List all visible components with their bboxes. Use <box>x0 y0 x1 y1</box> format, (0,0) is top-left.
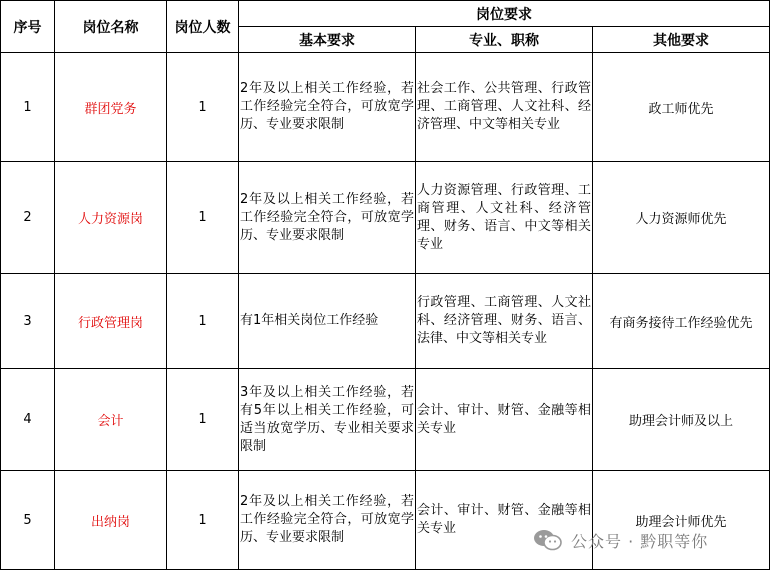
table-row <box>1 162 770 274</box>
header-other-requirements: 其他要求 <box>593 27 770 53</box>
row-basic-requirements: 有1年相关岗位工作经验 <box>239 274 416 369</box>
row-other-requirements: 政工师优先 <box>593 53 770 162</box>
header-job-count: 岗位人数 <box>167 1 239 53</box>
row-job-count: 1 <box>167 369 239 471</box>
row-other-requirements: 有商务接待工作经验优先 <box>593 274 770 369</box>
table-row <box>1 369 770 471</box>
row-seq: 4 <box>1 369 55 471</box>
row-other-requirements: 助理会计师优先 <box>593 471 770 570</box>
table-row <box>1 471 770 570</box>
row-job-count: 1 <box>167 274 239 369</box>
table-row <box>1 53 770 162</box>
row-job-count: 1 <box>167 471 239 570</box>
row-basic-requirements: 2年及以上相关工作经验，若工作经验完全符合，可放宽学历、专业要求限制 <box>239 471 416 570</box>
watermark-text: 公众号 · 黔职等你 <box>571 531 709 551</box>
wechat-icon <box>533 529 563 551</box>
row-other-requirements: 人力资源师优先 <box>593 162 770 274</box>
row-job-name: 群团党务 <box>55 53 167 162</box>
row-job-name: 出纳岗 <box>55 471 167 570</box>
header-job-name: 岗位名称 <box>55 1 167 53</box>
header-basic-requirements: 基本要求 <box>239 27 416 53</box>
row-seq: 2 <box>1 162 55 274</box>
row-job-name: 会计 <box>55 369 167 471</box>
row-basic-requirements: 2年及以上相关工作经验，若工作经验完全符合，可放宽学历、专业要求限制 <box>239 162 416 274</box>
row-seq: 5 <box>1 471 55 570</box>
row-job-count: 1 <box>167 53 239 162</box>
row-job-count: 1 <box>167 162 239 274</box>
row-major-title: 会计、审计、财管、金融等相关专业 <box>416 471 593 570</box>
row-basic-requirements: 3年及以上相关工作经验，若有5年以上相关工作经验，可适当放宽学历、专业相关要求限制 <box>239 369 416 471</box>
header-seq: 序号 <box>1 1 55 53</box>
header-requirements: 岗位要求 <box>239 1 770 27</box>
row-major-title: 行政管理、工商管理、人文社科、经济管理、财务、语言、法律、中文等相关专业 <box>416 274 593 369</box>
row-seq: 3 <box>1 274 55 369</box>
row-job-name: 行政管理岗 <box>55 274 167 369</box>
row-job-name: 人力资源岗 <box>55 162 167 274</box>
row-major-title: 人力资源管理、行政管理、工商管理、人文社科、经济管理、财务、语言、中文等相关专业 <box>416 162 593 274</box>
row-basic-requirements: 2年及以上相关工作经验，若工作经验完全符合，可放宽学历、专业要求限制 <box>239 53 416 162</box>
table-row <box>1 274 770 369</box>
watermark <box>533 527 708 553</box>
row-other-requirements: 助理会计师及以上 <box>593 369 770 471</box>
header-major-title: 专业、职称 <box>416 27 593 53</box>
row-seq: 1 <box>1 53 55 162</box>
row-major-title: 会计、审计、财管、金融等相关专业 <box>416 369 593 471</box>
row-major-title: 社会工作、公共管理、行政管理、工商管理、人文社科、经济管理、中文等相关专业 <box>416 53 593 162</box>
